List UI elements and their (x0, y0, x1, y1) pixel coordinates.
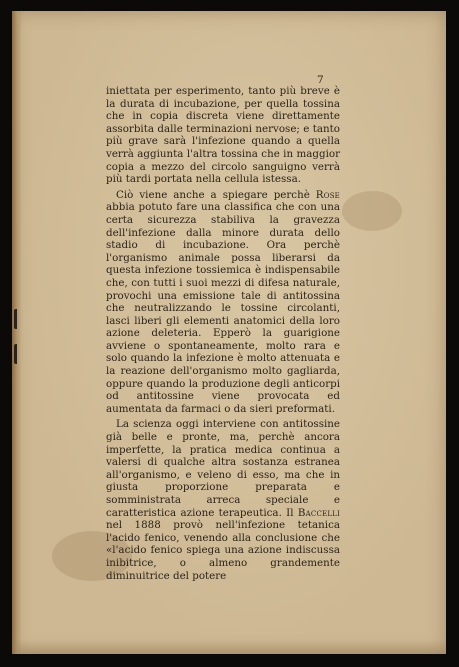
paragraph-text: iniettata per esperimento, tanto più breve è la durata di incubazione, per quella tossina che in copia discreta viene direttamente assorbita dalle terminazioni nervose; e tanto più grave sarà l'infezione quando a quella verrà aggiunta l'altra tossina che in maggior copia a mezzo del circolo sanguigno verrà più tardi portata nella cellula istessa. (106, 85, 340, 186)
page-number: 7 (317, 74, 324, 86)
paragraph (106, 85, 340, 186)
paper-stain (342, 191, 402, 231)
body-text (106, 85, 340, 585)
staple-bottom (14, 344, 23, 364)
staple-top (14, 309, 23, 329)
page-bottom-edge (12, 640, 446, 654)
binding-gutter (12, 11, 21, 654)
paragraph (106, 189, 340, 416)
paragraph-text: abbia potuto fare una classifica che con una certa sicurezza stabiliva la gravezza dell'infezione dalla minore durata dello stadio di incubazione. Ora perchè l'organismo animale possa liberarsi da questa infezione tossiemica è indispensabile che, con tutti i suoi mezzi di difesa naturale, provochi una emissione tale di antitossina che neutralizzando le tossine circolanti, lasci liberi gli elementi anatomici della loro azione deleteria. Epperò la guarigione avviene o spontaneamente, molto rara e solo quando la infezione è molto attenuata e la reazione dell'organismo molto gagliarda, oppure quando la produzione degli anticorpi od antitossine viene provocata ed aumentata da farmaci o da sieri preformati. (106, 201, 340, 415)
author-name: Rose (315, 188, 340, 201)
paragraph-text: nel 1888 provò nell'infezione tetanica l'acido fenico, venendo alla conclusione che «l'acido fenico spiega una azione indiscussa inibitrice, o almeno grandemente diminuitrice del potere (106, 519, 340, 582)
paragraph (106, 418, 340, 582)
document-page (12, 11, 446, 654)
paragraph-text: Ciò viene anche a spiegare perchè (116, 188, 316, 201)
author-name: Baccelli (297, 506, 340, 519)
paragraph-text: La scienza oggi interviene con antitossine già belle e pronte, ma, perchè ancora imperfette, la pratica medica continua a valersi di qualche altra sostanza estranea all'organismo, e veleno di esso, ma che in giusta proporzione preparata e somministrata arreca speciale e caratteristica azione terapeutica. Il (106, 418, 340, 519)
